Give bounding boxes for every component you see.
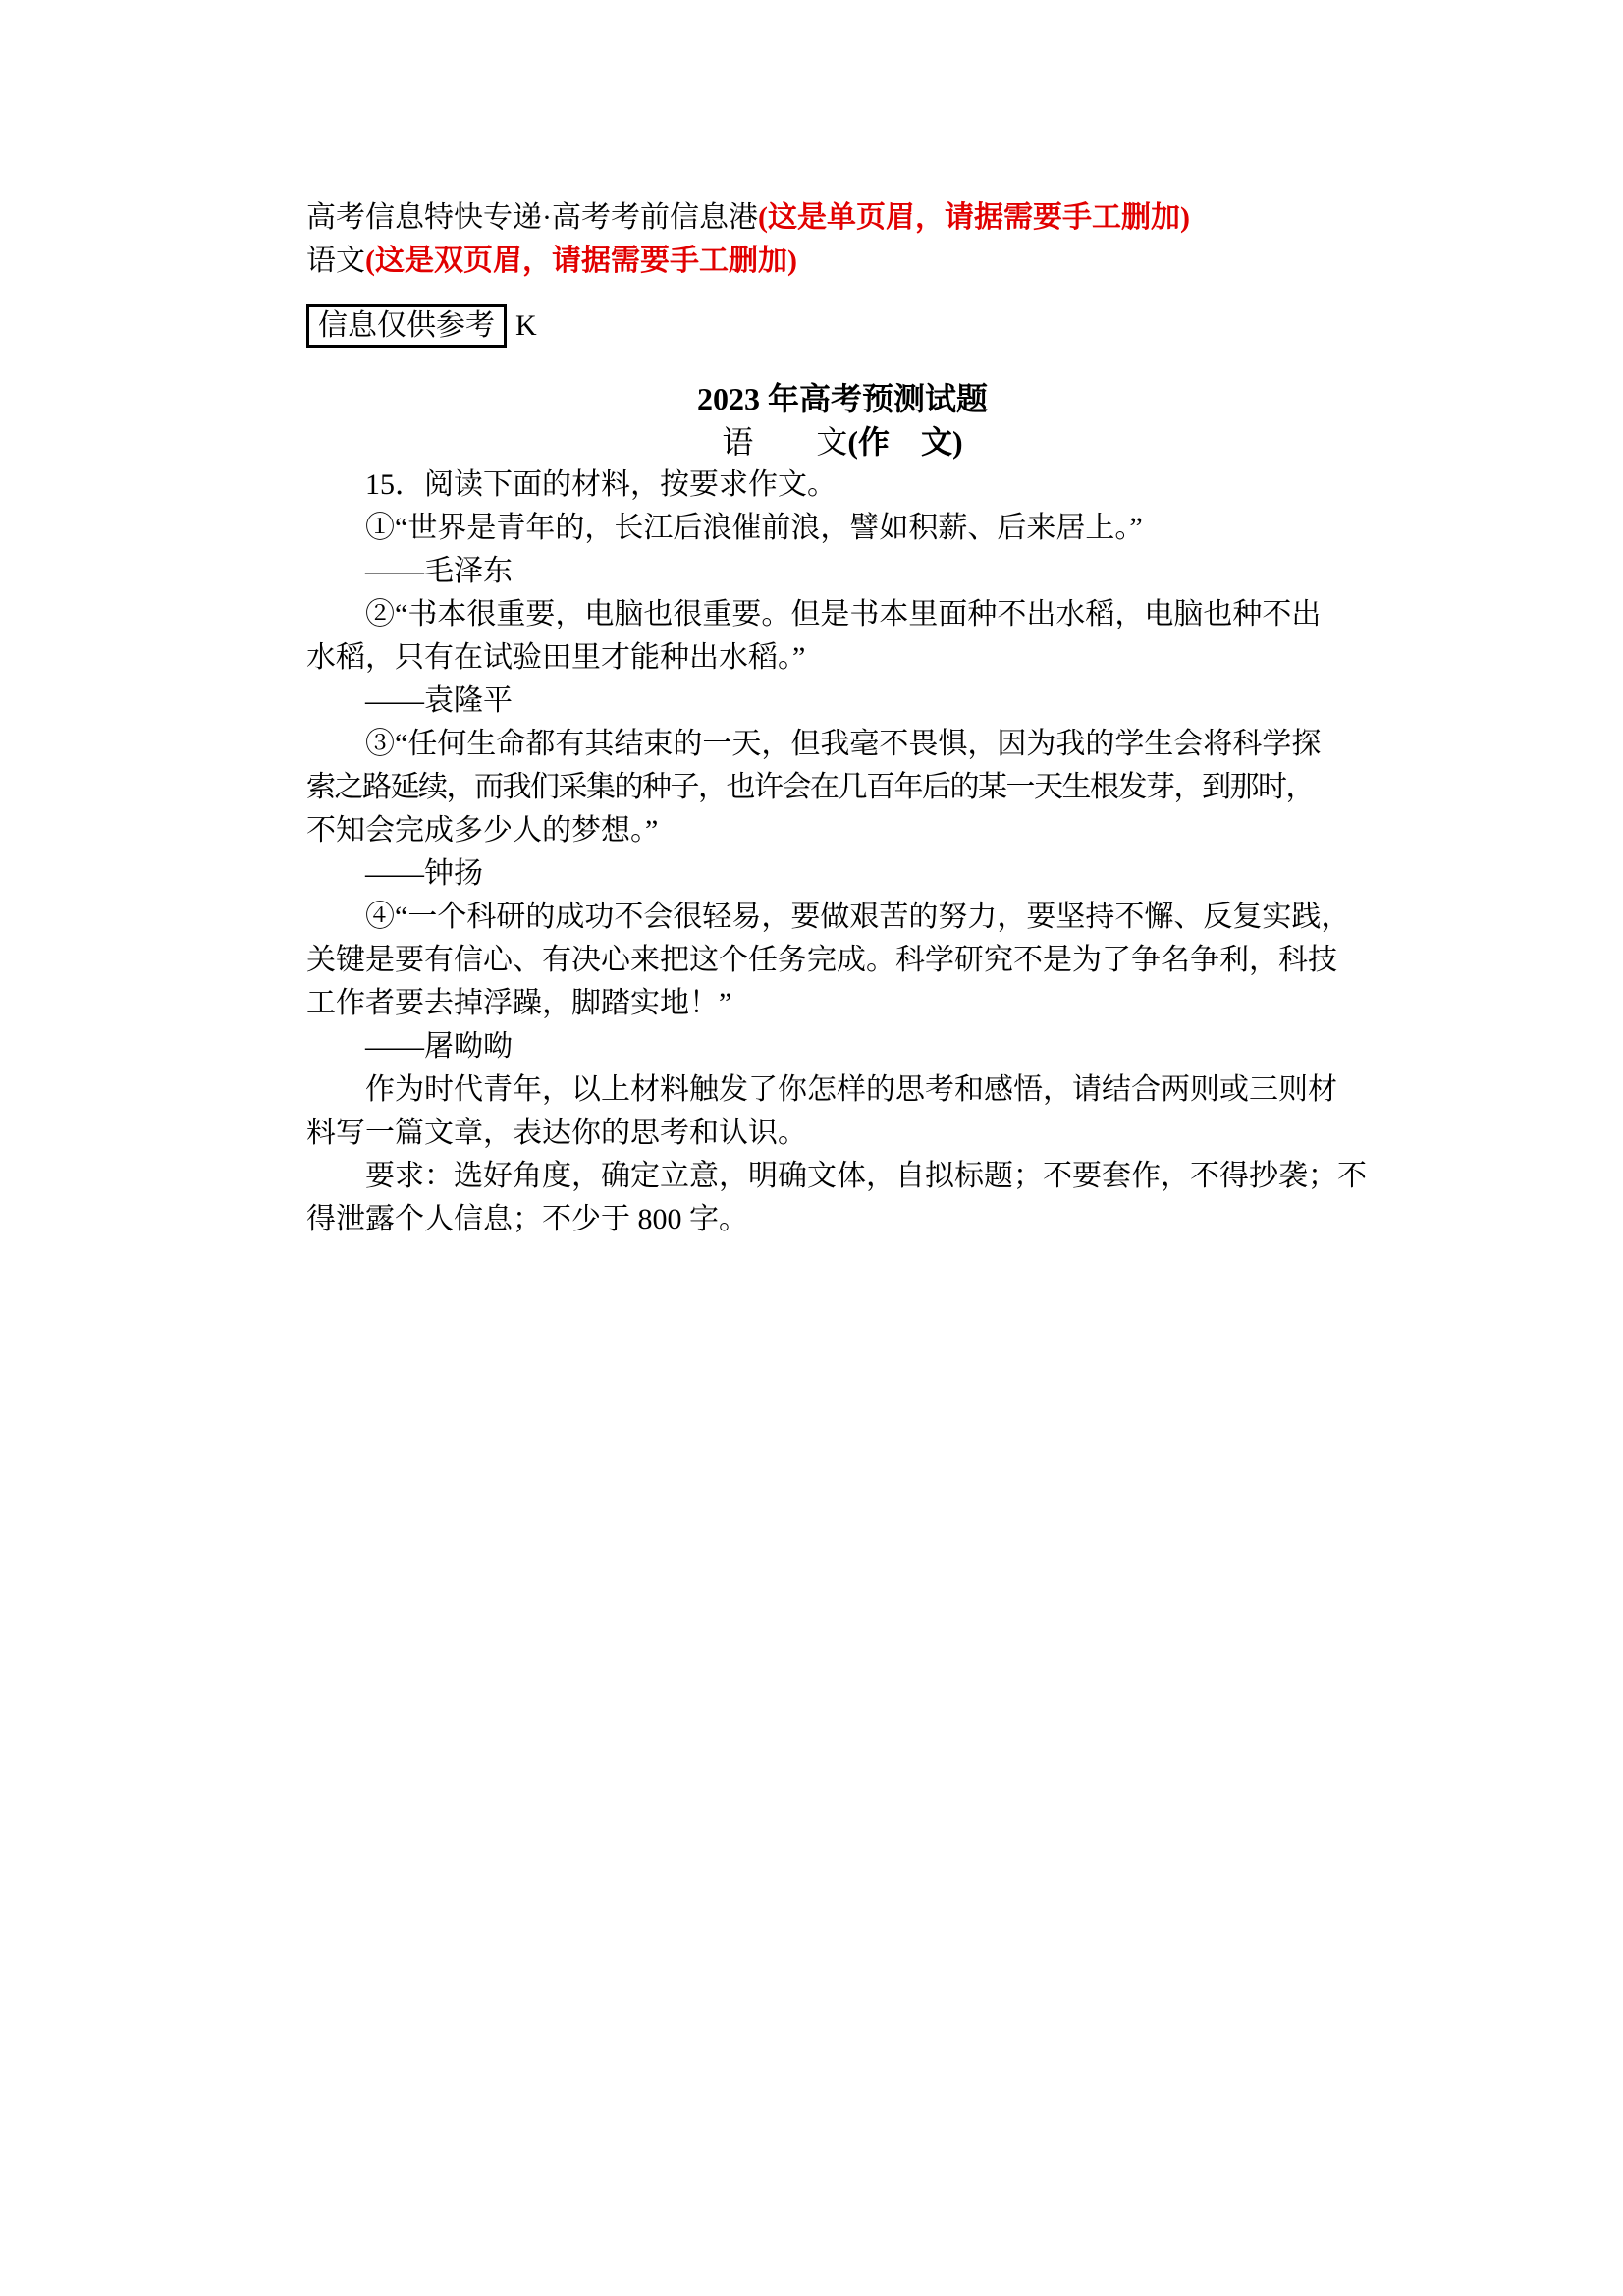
header-line-1-red-note: (这是单页眉，请据需要手工删加) [758,201,1190,234]
header-line-1-black: 高考信息特快专递·高考考前信息港 [306,201,758,234]
header-line-2-red-note: (这是双页眉，请据需要手工删加) [365,245,797,277]
page-content [306,196,1367,1241]
header-line-2-black: 语文 [306,245,365,277]
material-3-line-2: 索之路延续，而我们采集的种子，也许会在几百年后的某一天生根发芽，到那时， [306,771,1314,803]
material-4-line-2: 关键是要有信心、有决心来把这个任务完成。科学研究不是为了争名争利，科技 [306,944,1337,976]
material-2-line-1: ②“书本很重要，电脑也很重要。但是书本里面种不出水稻，电脑也种不出 [365,598,1322,630]
subtitle-section: (作 文) [847,424,963,460]
requirements-line-1: 要求：选好角度，确定立意，明确文体，自拟标题；不要套作，不得抄袭；不 [365,1160,1367,1192]
document-title: 2023 年高考预测试题 [696,381,988,416]
material-1-line: ①“世界是青年的，长江后浪催前浪，譬如积薪、后来居上。” [365,512,1143,544]
material-2-attribution: ——袁隆平 [365,684,513,717]
question-prompt-line: 15．阅读下面的材料，按要求作文。 [365,468,837,501]
subtitle-subject: 语 文 [722,424,848,460]
header-line-1 [306,196,1316,240]
material-3-line-1: ③“任何生命都有其结束的一天，但我毫不畏惧，因为我的学生会将科学探 [365,728,1322,760]
material-2-line-2: 水稻，只有在试验田里才能种出水稻。” [306,641,806,674]
reference-stamp-row [306,302,1316,350]
material-4-line-1: ④“一个科研的成功不会很轻易，要做艰苦的努力，要坚持不懈、反复实践， [365,901,1351,933]
task-line-1: 作为时代青年，以上材料触发了你怎样的思考和感悟，请结合两则或三则材 [365,1073,1337,1106]
header-line-2 [306,240,1316,283]
document-subtitle [306,420,1316,464]
reference-stamp-box: 信息仅供参考 [306,304,507,348]
material-1-attribution: ——毛泽东 [365,555,513,587]
material-4-attribution: ——屠呦呦 [365,1030,513,1063]
material-3-attribution: ——钟扬 [365,857,483,890]
reference-stamp-suffix: K [515,309,537,342]
material-4-line-3: 工作者要去掉浮躁，脚踏实地！” [306,987,732,1019]
requirements-line-2: 得泄露个人信息；不少于 800 字。 [306,1203,748,1235]
material-3-line-3: 不知会完成多少人的梦想。” [306,814,659,847]
task-line-2: 料写一篇文章，表达你的思考和认识。 [306,1117,807,1149]
